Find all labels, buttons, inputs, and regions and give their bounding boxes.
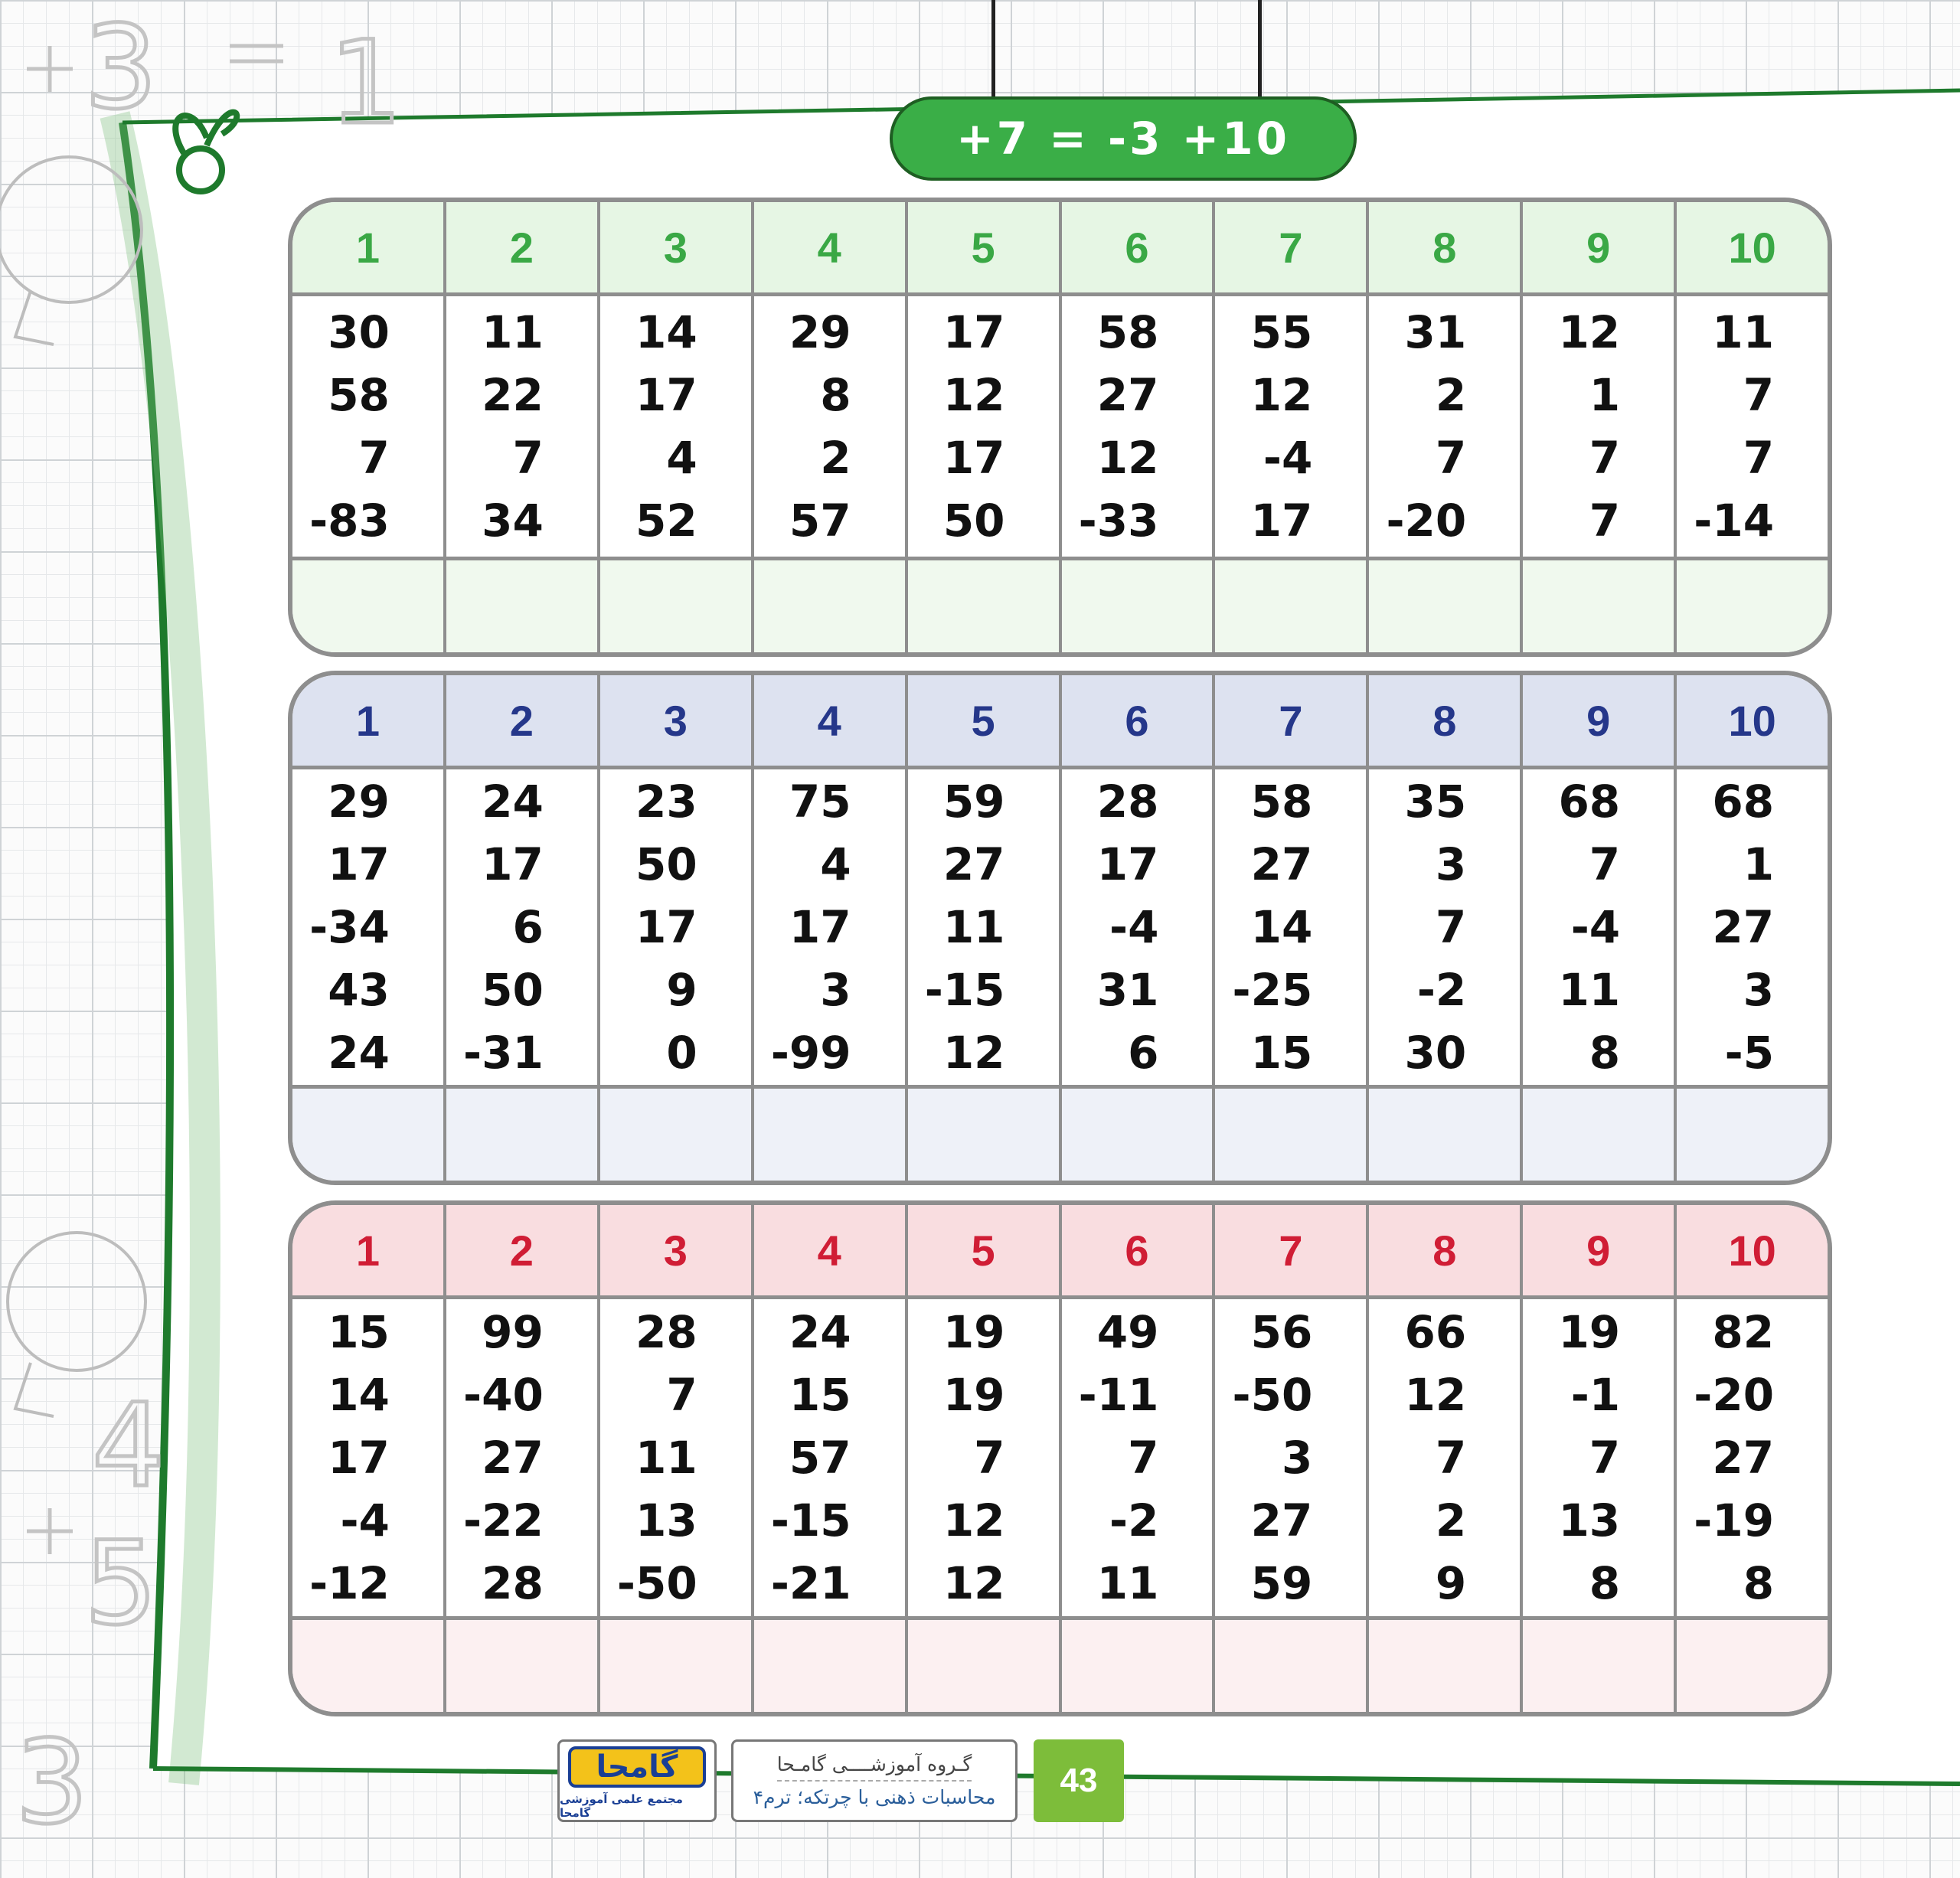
number-column [446, 769, 600, 1085]
number-value: 2 [820, 432, 851, 484]
number-value: 17 [635, 901, 697, 953]
number-value: 24 [789, 1306, 851, 1358]
answer-cell[interactable] [1062, 560, 1216, 652]
exercise-table-red [288, 1200, 1832, 1716]
sketch-digit-three: 3 [84, 2, 158, 135]
number-value: 11 [1096, 1557, 1159, 1609]
number-value: 4 [666, 432, 697, 484]
number-value: 56 [1250, 1306, 1313, 1358]
answer-row [292, 1616, 1828, 1712]
column-number: 7 [1215, 202, 1369, 292]
number-value: 2 [1435, 1494, 1467, 1546]
number-value: 17 [482, 838, 544, 890]
number-value: 99 [482, 1306, 544, 1358]
number-value: 12 [942, 1557, 1005, 1609]
number-column [600, 296, 754, 557]
column-number: 2 [446, 202, 600, 292]
footer-caption [731, 1739, 1018, 1822]
answer-cell[interactable] [1215, 560, 1369, 652]
equation-text: +7 = -3 +10 [956, 113, 1290, 165]
answer-cell[interactable] [754, 1089, 908, 1181]
sketch-digit-four: 4 [92, 1380, 165, 1513]
number-value: 3 [1743, 964, 1775, 1016]
exercise-table-blue [288, 671, 1832, 1185]
column-number: 8 [1369, 1205, 1523, 1295]
number-value: -21 [770, 1557, 851, 1609]
number-value: 31 [1404, 306, 1467, 358]
number-column [1062, 769, 1216, 1085]
group-name: گـروه آموزشــــی گامـحا [777, 1753, 972, 1782]
numbers-row [292, 1299, 1828, 1616]
answer-cell[interactable] [908, 1089, 1062, 1181]
number-value: 1 [1589, 369, 1621, 421]
number-value: 58 [1096, 306, 1159, 358]
number-value: -4 [1109, 901, 1159, 953]
number-value: -22 [463, 1494, 544, 1546]
answer-cell[interactable] [292, 1620, 446, 1712]
publisher-logo [557, 1739, 717, 1822]
number-column [1369, 769, 1523, 1085]
number-column [1062, 296, 1216, 557]
number-column [292, 296, 446, 557]
answer-row [292, 557, 1828, 652]
number-value: 50 [942, 495, 1005, 547]
number-value: 12 [1404, 1369, 1467, 1421]
number-value: 12 [942, 369, 1005, 421]
number-column [292, 1299, 446, 1616]
number-value: -15 [770, 1494, 851, 1546]
column-number: 6 [1062, 202, 1216, 292]
number-value: 14 [1250, 901, 1313, 953]
number-column [908, 296, 1062, 557]
answer-cell[interactable] [446, 560, 600, 652]
number-value: -20 [1694, 1369, 1775, 1421]
number-value: 30 [1404, 1027, 1467, 1079]
number-value: 43 [328, 964, 390, 1016]
number-column [754, 296, 908, 557]
answer-cell[interactable] [908, 560, 1062, 652]
number-value: -34 [309, 901, 390, 953]
number-value: -11 [1078, 1369, 1159, 1421]
number-value: 3 [1281, 1432, 1313, 1484]
number-value: 30 [328, 306, 390, 358]
number-value: 31 [1096, 964, 1159, 1016]
number-value: 14 [328, 1369, 390, 1421]
number-value: 7 [1435, 1432, 1467, 1484]
number-value: -15 [924, 964, 1005, 1016]
number-value: 17 [942, 306, 1005, 358]
column-number-row [292, 202, 1828, 296]
number-value: -33 [1078, 495, 1159, 547]
hanging-string-right [1258, 0, 1262, 106]
number-value: 57 [789, 495, 851, 547]
number-value: 11 [1712, 306, 1775, 358]
number-value: 17 [942, 432, 1005, 484]
column-number: 9 [1523, 1205, 1677, 1295]
number-value: 7 [1435, 432, 1467, 484]
logo-mark: گامحا [568, 1746, 706, 1788]
number-value: 34 [482, 495, 544, 547]
sketch-digit-three-bottom: 3 [15, 1716, 89, 1850]
answer-cell[interactable] [908, 1620, 1062, 1712]
number-value: 6 [1128, 1027, 1159, 1079]
number-value: 7 [1589, 495, 1621, 547]
number-value: 7 [1589, 432, 1621, 484]
answer-cell[interactable] [600, 1089, 754, 1181]
column-number: 2 [446, 675, 600, 766]
number-value: 6 [512, 901, 544, 953]
number-value: 28 [1096, 776, 1159, 828]
number-value: 82 [1712, 1306, 1775, 1358]
number-value: 22 [482, 369, 544, 421]
number-column [908, 1299, 1062, 1616]
number-value: 28 [482, 1557, 544, 1609]
number-value: 8 [1589, 1027, 1621, 1079]
number-value: 13 [635, 1494, 697, 1546]
number-column [1523, 769, 1677, 1085]
number-value: 66 [1404, 1306, 1467, 1358]
answer-cell[interactable] [446, 1089, 600, 1181]
column-number: 4 [754, 675, 908, 766]
column-number: 8 [1369, 202, 1523, 292]
column-number: 2 [446, 1205, 600, 1295]
number-column [1523, 1299, 1677, 1616]
logo-subtitle: مجتمع علمی آموزشی گامحا [560, 1792, 683, 1820]
number-column [1677, 296, 1828, 557]
number-value: 49 [1096, 1306, 1159, 1358]
column-number-row [292, 675, 1828, 769]
column-number: 5 [908, 202, 1062, 292]
plus-icon-bottom [27, 1508, 73, 1554]
answer-cell[interactable] [1523, 1089, 1677, 1181]
number-value: -99 [770, 1027, 851, 1079]
number-column [446, 296, 600, 557]
number-value: 24 [482, 776, 544, 828]
number-column [600, 769, 754, 1085]
number-value: -20 [1386, 495, 1467, 547]
plus-icon [27, 46, 73, 92]
number-value: 11 [1558, 964, 1621, 1016]
number-value: -14 [1694, 495, 1775, 547]
number-value: -50 [616, 1557, 697, 1609]
number-value: 27 [1250, 838, 1313, 890]
answer-cell[interactable] [1523, 560, 1677, 652]
answer-cell[interactable] [1369, 1620, 1523, 1712]
column-number: 4 [754, 1205, 908, 1295]
number-value: -2 [1109, 1494, 1159, 1546]
column-number: 9 [1523, 675, 1677, 766]
number-value: 19 [942, 1306, 1005, 1358]
column-number: 5 [908, 1205, 1062, 1295]
answer-cell[interactable] [754, 1620, 908, 1712]
answer-cell[interactable] [292, 560, 446, 652]
number-value: -83 [309, 495, 390, 547]
number-value: 27 [1096, 369, 1159, 421]
number-value: 3 [1435, 838, 1467, 890]
number-value: 17 [328, 1432, 390, 1484]
number-value: 7 [1435, 901, 1467, 953]
number-value: 58 [328, 369, 390, 421]
number-value: 23 [635, 776, 697, 828]
number-value: 9 [1435, 1557, 1467, 1609]
column-number: 1 [292, 202, 446, 292]
answer-cell[interactable] [292, 1089, 446, 1181]
column-number: 3 [600, 202, 754, 292]
number-value: 27 [1250, 1494, 1313, 1546]
number-column [908, 769, 1062, 1085]
number-value: 13 [1558, 1494, 1621, 1546]
number-value: -4 [1263, 432, 1313, 484]
numbers-row [292, 296, 1828, 557]
answer-cell[interactable] [1215, 1620, 1369, 1712]
number-value: 12 [1250, 369, 1313, 421]
answer-cell[interactable] [600, 560, 754, 652]
number-value: -25 [1232, 964, 1313, 1016]
number-value: 17 [789, 901, 851, 953]
answer-cell[interactable] [1369, 1089, 1523, 1181]
number-value: 14 [635, 306, 697, 358]
number-value: 7 [1743, 432, 1775, 484]
number-value: 7 [1589, 838, 1621, 890]
column-number: 10 [1728, 1226, 1776, 1275]
answer-cell[interactable] [1369, 560, 1523, 652]
number-column [446, 1299, 600, 1616]
number-value: 7 [1128, 1432, 1159, 1484]
number-value: -40 [463, 1369, 544, 1421]
number-value: 59 [1250, 1557, 1313, 1609]
number-value: 28 [635, 1306, 697, 1358]
column-number: 5 [908, 675, 1062, 766]
number-value: 9 [666, 964, 697, 1016]
number-value: 8 [1589, 1557, 1621, 1609]
answer-cell[interactable] [1677, 1089, 1828, 1181]
answer-cell[interactable] [1062, 1089, 1216, 1181]
number-column [1523, 296, 1677, 557]
number-value: 11 [942, 901, 1005, 953]
number-value: 68 [1558, 776, 1621, 828]
number-column [1062, 1299, 1216, 1616]
number-value: 12 [942, 1027, 1005, 1079]
number-value: 68 [1712, 776, 1775, 828]
number-value: 7 [974, 1432, 1005, 1484]
column-number: 1 [292, 1205, 446, 1295]
number-value: 7 [358, 432, 390, 484]
number-value: 19 [1558, 1306, 1621, 1358]
number-column [1369, 1299, 1523, 1616]
number-column [1215, 1299, 1369, 1616]
number-value: 50 [482, 964, 544, 1016]
number-value: 15 [328, 1306, 390, 1358]
answer-cell[interactable] [1523, 1620, 1677, 1712]
number-value: 2 [1435, 369, 1467, 421]
column-number: 3 [600, 1205, 754, 1295]
column-number: 8 [1369, 675, 1523, 766]
answer-cell[interactable] [1215, 1089, 1369, 1181]
number-column [1215, 769, 1369, 1085]
number-value: 15 [789, 1369, 851, 1421]
number-value: 27 [1712, 1432, 1775, 1484]
number-value: -50 [1232, 1369, 1313, 1421]
answer-cell[interactable] [754, 560, 908, 652]
number-value: 57 [789, 1432, 851, 1484]
number-column [1677, 1299, 1828, 1616]
column-number: 7 [1215, 1205, 1369, 1295]
number-value: -1 [1570, 1369, 1621, 1421]
number-column [754, 1299, 908, 1616]
column-number-row [292, 1205, 1828, 1299]
column-number: 4 [754, 202, 908, 292]
number-value: 7 [512, 432, 544, 484]
column-number: 7 [1215, 675, 1369, 766]
number-value: 7 [1743, 369, 1775, 421]
number-value: 17 [1250, 495, 1313, 547]
column-number: 9 [1523, 202, 1677, 292]
number-value: 27 [482, 1432, 544, 1484]
number-value: 17 [1096, 838, 1159, 890]
number-value: -2 [1416, 964, 1467, 1016]
number-value: -4 [340, 1494, 390, 1546]
number-value: -12 [309, 1557, 390, 1609]
number-value: 7 [1589, 1432, 1621, 1484]
answer-cell[interactable] [1677, 560, 1828, 652]
number-value: 75 [789, 776, 851, 828]
number-value: 27 [942, 838, 1005, 890]
answer-cell[interactable] [600, 1620, 754, 1712]
number-value: -5 [1724, 1027, 1775, 1079]
number-value: 17 [328, 838, 390, 890]
column-number: 6 [1062, 675, 1216, 766]
number-value: 12 [1558, 306, 1621, 358]
number-value: 7 [666, 1369, 697, 1421]
number-column [1215, 296, 1369, 557]
number-value: 4 [820, 838, 851, 890]
answer-row [292, 1085, 1828, 1181]
number-value: 3 [820, 964, 851, 1016]
number-value: -31 [463, 1027, 544, 1079]
number-value: 24 [328, 1027, 390, 1079]
column-number: 10 [1728, 696, 1776, 745]
number-value: -19 [1694, 1494, 1775, 1546]
number-value: 11 [482, 306, 544, 358]
number-value: 19 [942, 1369, 1005, 1421]
number-value: 8 [1743, 1557, 1775, 1609]
number-value: 27 [1712, 901, 1775, 953]
number-value: 59 [942, 776, 1005, 828]
column-number: 10 [1728, 223, 1776, 272]
column-number: 6 [1062, 1205, 1216, 1295]
answer-cell[interactable] [1677, 1620, 1828, 1712]
page-number: 43 [1034, 1739, 1124, 1822]
number-value: -4 [1570, 901, 1621, 953]
number-column [1369, 296, 1523, 557]
number-value: 11 [635, 1432, 697, 1484]
column-number: 1 [292, 675, 446, 766]
number-column [600, 1299, 754, 1616]
number-value: 29 [789, 306, 851, 358]
number-value: 58 [1250, 776, 1313, 828]
number-value: 8 [820, 369, 851, 421]
number-value: 1 [1743, 838, 1775, 890]
answer-cell[interactable] [446, 1620, 600, 1712]
light-bulb-icon [0, 157, 145, 1416]
answer-cell[interactable] [1062, 1620, 1216, 1712]
number-value: 52 [635, 495, 697, 547]
sketch-digit-five: 5 [84, 1517, 158, 1651]
number-value: 55 [1250, 306, 1313, 358]
number-value: 12 [942, 1494, 1005, 1546]
column-number: 3 [600, 675, 754, 766]
book-title: محاسبات ذهنی با چرتکه؛ ترم۴ [753, 1786, 996, 1808]
number-column [292, 769, 446, 1085]
number-value: 12 [1096, 432, 1159, 484]
number-value: 29 [328, 776, 390, 828]
number-value: 17 [635, 369, 697, 421]
numbers-row [292, 769, 1828, 1085]
sketch-digit-one: 1 [329, 17, 403, 150]
hanging-string-left [991, 0, 995, 106]
number-value: 15 [1250, 1027, 1313, 1079]
equals-icon [230, 46, 283, 61]
exercise-table-green [288, 198, 1832, 657]
number-value: 35 [1404, 776, 1467, 828]
number-value: 0 [666, 1027, 697, 1079]
equation-banner [890, 96, 1357, 181]
number-column [1677, 769, 1828, 1085]
number-column [754, 769, 908, 1085]
number-value: 50 [635, 838, 697, 890]
